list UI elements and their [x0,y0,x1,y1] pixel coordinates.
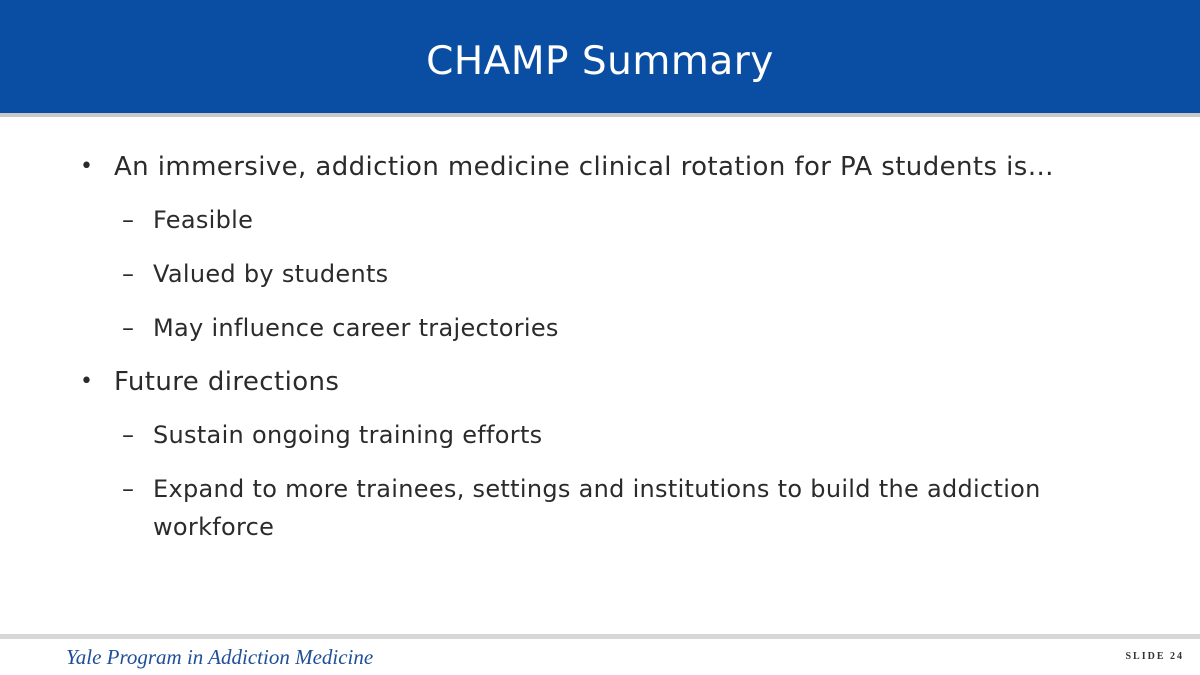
bullet-text: An immersive, addiction medicine clinical rotation for PA students is… [114,152,1055,182]
sub-bullet-text: Feasible [153,206,254,234]
program-name: Yale Program in Addiction Medicine [66,645,374,669]
sub-bullet-text: May influence career trajectories [153,314,559,342]
sub-bullet-item [78,255,1138,293]
header-divider [0,113,1200,117]
bullet-marker: • [80,154,94,179]
slide-title: CHAMP Summary [426,39,774,84]
sub-bullet-item [78,201,1138,239]
slide-body [78,148,1138,546]
bullet-text: Future directions [114,367,340,397]
dash-marker: – [122,206,135,234]
sub-bullet-item [78,309,1138,347]
slide-number: SLIDE 24 [1125,651,1184,662]
dash-marker: – [122,475,135,503]
sub-bullet-text: Expand to more trainees, settings and institutions to build the addiction workforce [153,475,1041,541]
dash-marker: – [122,421,135,449]
sub-bullet-item [78,470,1083,546]
bullet-item [78,363,1138,401]
bullet-item [78,148,1138,186]
bullet-marker: • [80,369,94,394]
dash-marker: – [122,314,135,342]
footer-divider [0,634,1200,639]
dash-marker: – [122,260,135,288]
sub-bullet-text: Sustain ongoing training efforts [153,421,543,449]
sub-bullet-item [78,416,1138,454]
sub-bullet-text: Valued by students [153,260,389,288]
